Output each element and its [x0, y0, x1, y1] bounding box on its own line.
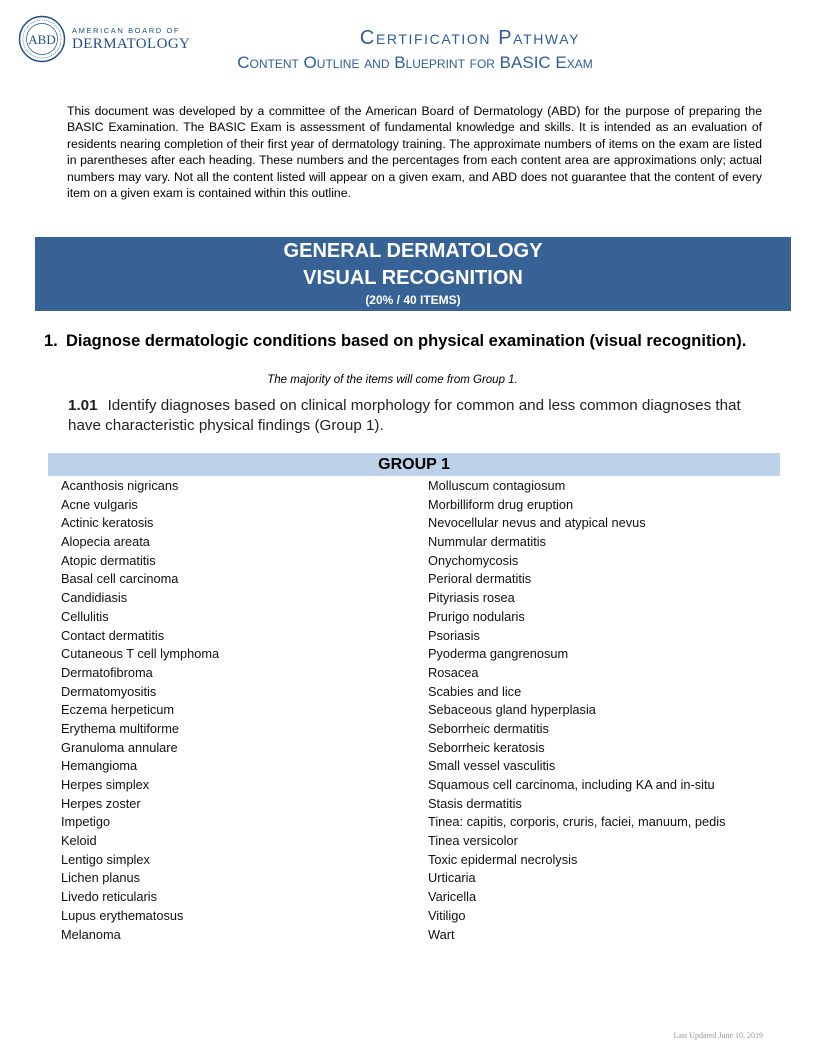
diagnosis-list-left [61, 477, 219, 944]
list-item: Basal cell carcinoma [61, 571, 179, 587]
seal-text: ABD [28, 32, 56, 47]
list-item: Candidiasis [61, 590, 128, 606]
diagnosis-list-right [428, 477, 726, 944]
subobjective [68, 396, 768, 436]
list-item: Urticaria [428, 870, 476, 886]
list-item: Small vessel vasculitis [428, 758, 556, 774]
page-title: Certification Pathway [359, 27, 581, 49]
group-header: GROUP 1 [48, 453, 780, 476]
list-item: Hemangioma [61, 758, 138, 774]
list-item: Acne vulgaris [61, 496, 138, 512]
list-item: Squamous cell carcinoma, including KA and in-situ [428, 777, 715, 792]
subobjective-text: Identify diagnoses based on clinical morphology for common and less common diagnoses that have characteristic physical findings (Group 1). [68, 397, 741, 434]
list-item: Lentigo simplex [61, 851, 150, 867]
subobjective-number: 1.01 [68, 397, 98, 414]
list-item: Lupus erythematosus [61, 907, 184, 923]
section-weight: (20% / 40 ITEMS) [365, 293, 461, 307]
list-item: Perioral dermatitis [428, 571, 532, 587]
list-item: Eczema herpeticum [61, 702, 175, 718]
abd-seal-icon [18, 15, 66, 63]
list-item: Rosacea [428, 664, 479, 680]
list-item: Molluscum contagiosum [428, 478, 566, 493]
list-item: Wart [428, 926, 455, 942]
list-item: Seborrheic dermatitis [428, 720, 549, 736]
list-item: Cutaneous T cell lymphoma [61, 646, 220, 662]
list-item: Tinea: capitis, corporis, cruris, faciei, manuum, pedis [428, 814, 726, 830]
list-item: Nummular dermatitis [428, 534, 547, 550]
list-item: Toxic epidermal necrolysis [428, 851, 578, 867]
page-subtitle: Content Outline and Blueprint for BASIC Exam [237, 53, 593, 72]
list-item: Livedo reticularis [61, 889, 158, 905]
section-subtitle: VISUAL RECOGNITION [303, 267, 523, 289]
objective-text: Diagnose dermatologic conditions based on physical examination (visual recognition). [66, 332, 747, 350]
list-item: Varicella [428, 889, 477, 905]
list-item: Keloid [61, 833, 97, 849]
list-item: Cellulitis [61, 608, 109, 624]
list-item: Dermatomyositis [61, 683, 157, 699]
list-item: Vitiligo [428, 907, 466, 923]
section-banner [35, 237, 791, 311]
list-item: Contact dermatitis [61, 627, 165, 643]
list-item: Nevocellular nevus and atypical nevus [428, 515, 646, 531]
section-title: GENERAL DERMATOLOGY [283, 240, 543, 262]
list-item: Pityriasis rosea [428, 590, 515, 606]
list-item: Prurigo nodularis [428, 608, 525, 624]
list-item: Granuloma annulare [61, 739, 178, 755]
list-item: Scabies and lice [428, 683, 522, 699]
list-item: Erythema multiforme [61, 720, 180, 736]
list-item: Acanthosis nigricans [61, 478, 179, 493]
list-item: Seborrheic keratosis [428, 739, 545, 755]
last-updated: Last Updated June 10, 2019 [673, 1031, 763, 1040]
list-item: Impetigo [61, 814, 111, 830]
list-item: Onychomycosis [428, 552, 519, 568]
list-item: Sebaceous gland hyperplasia [428, 702, 596, 718]
list-item: Tinea versicolor [428, 833, 518, 849]
list-item: Morbilliform drug eruption [428, 496, 574, 512]
logo-line1: AMERICAN BOARD OF [72, 26, 181, 35]
list-item: Actinic keratosis [61, 515, 154, 531]
list-item: Dermatofibroma [61, 664, 153, 680]
logo-line2: DERMATOLOGY [72, 36, 191, 52]
list-item: Atopic dermatitis [61, 552, 156, 568]
list-item: Psoriasis [428, 627, 480, 643]
list-item: Alopecia areata [61, 534, 150, 550]
list-item: Melanoma [61, 926, 121, 942]
list-item: Herpes zoster [61, 795, 141, 811]
intro-paragraph: This document was developed by a committee of the American Board of Dermatology (ABD) for the purpose of preparing the BASIC Examination. The BASIC Exam is assessment of fundamental knowledge and skills. It is intended as an evaluation of residents nearing completion of their first year of dermatology training. The approximate numbers of items on the exam are listed in parentheses after each heading. These numbers and the percentages from each content area are approximations only; actual numbers may vary. Not all the content listed will appear on a given exam, and ABD does not guarantee that the content of every item on a given exam is contained within this outline. [67, 104, 762, 201]
list-item: Pyoderma gangrenosum [428, 646, 569, 662]
objective-note: The majority of the items will come from Group 1. [267, 374, 518, 386]
objective-number: 1. [44, 332, 58, 350]
list-item: Herpes simplex [61, 777, 150, 792]
list-item: Stasis dermatitis [428, 795, 522, 811]
list-item: Lichen planus [61, 870, 140, 886]
